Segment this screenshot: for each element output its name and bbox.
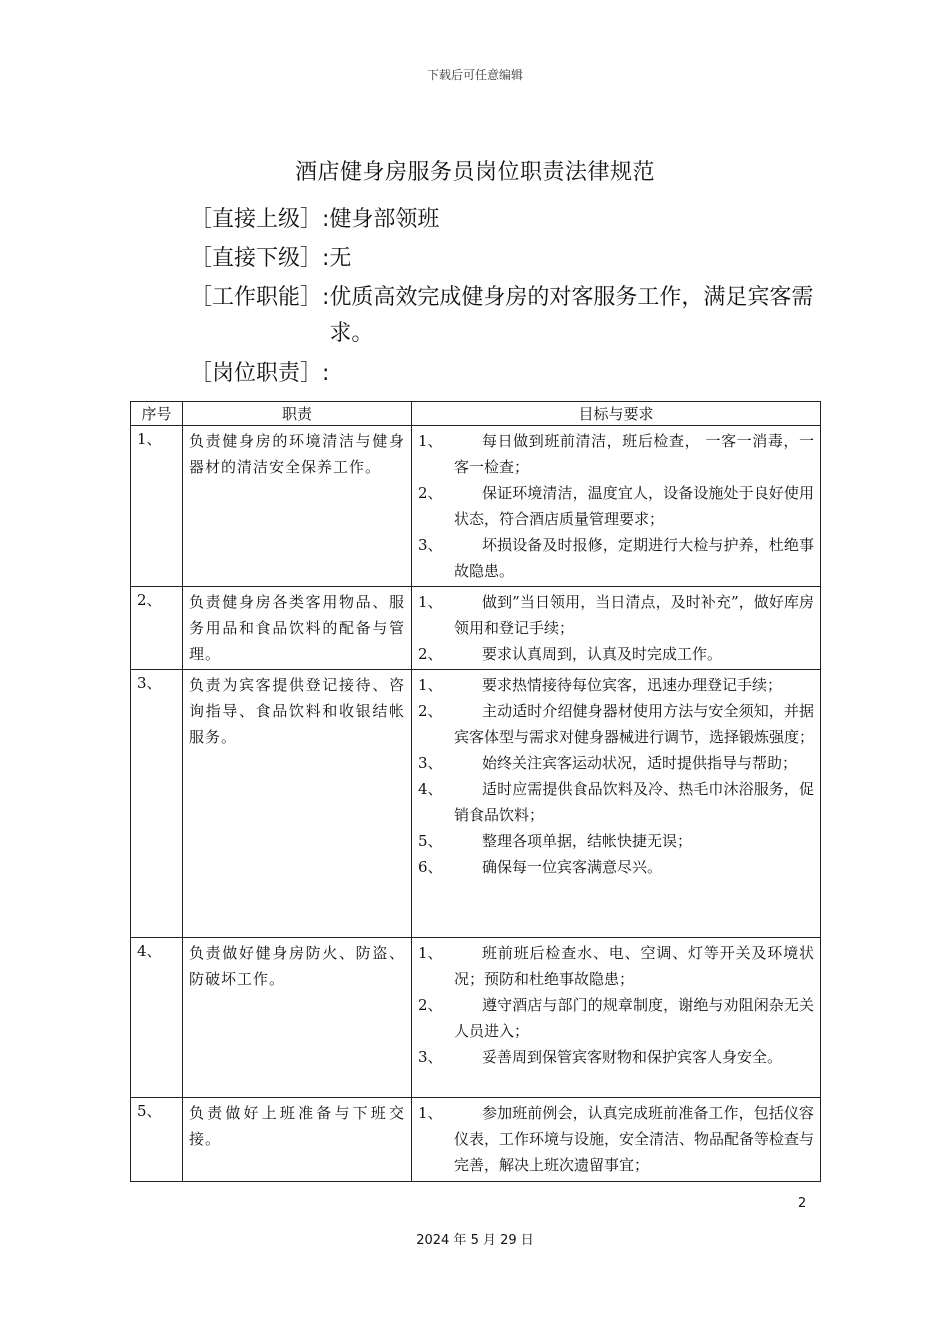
requirement-item xyxy=(418,750,814,776)
table-row xyxy=(131,1098,821,1182)
row-duty: 负责为宾客提供登记接待、咨询指导、食品饮料和收银结帐服务。 xyxy=(183,670,412,938)
requirement-item xyxy=(418,672,814,698)
requirement-text: 要求认真周到，认真及时完成工作。 xyxy=(482,645,723,663)
requirement-item xyxy=(418,641,814,667)
page-number: 2 xyxy=(798,1196,807,1211)
table-row xyxy=(131,426,821,587)
row-requirements xyxy=(412,670,821,938)
requirement-item xyxy=(418,1100,814,1178)
table-row xyxy=(131,938,821,1098)
requirement-item xyxy=(418,992,814,1044)
row-seq: 3、 xyxy=(131,670,183,938)
row-seq: 1、 xyxy=(131,426,183,587)
requirement-text: 参加班前例会，认真完成班前准备工作，包括仪容仪表，工作环境与设施，安全清洁、物品配备等检查与完善，解决上班次遗留事宜； xyxy=(454,1104,815,1174)
requirement-number: 1、 xyxy=(418,944,443,962)
direct-superior-label: ［直接上级］: xyxy=(190,207,330,232)
table-header-row xyxy=(131,402,821,426)
row-seq: 2、 xyxy=(131,587,183,670)
requirement-item xyxy=(418,589,814,641)
requirement-number: 2、 xyxy=(418,484,443,502)
requirement-text: 遵守酒店与部门的规章制度，谢绝与劝阻闲杂无关人员进入； xyxy=(454,996,814,1040)
requirement-text: 坏损设备及时报修，定期进行大检与护养，杜绝事故隐患。 xyxy=(454,536,814,580)
requirement-number: 1、 xyxy=(418,593,443,611)
row-seq: 4、 xyxy=(131,938,183,1098)
requirement-item xyxy=(418,698,814,750)
requirement-text: 始终关注宾客运动状况，适时提供指导与帮助； xyxy=(482,754,798,772)
job-function-label: ［工作职能］: xyxy=(190,285,330,310)
direct-superior-value: 健身部领班 xyxy=(329,207,440,232)
requirement-number: 1、 xyxy=(418,676,443,694)
row-requirements xyxy=(412,587,821,670)
requirement-number: 5、 xyxy=(418,832,443,850)
requirement-item xyxy=(418,776,814,828)
header-requirements: 目标与要求 xyxy=(412,402,821,426)
requirement-number: 6、 xyxy=(418,858,443,876)
requirement-text: 主动适时介绍健身器材使用方法与安全须知，并据宾客体型与需求对健身器械进行调节，选择锻炼强度； xyxy=(454,702,815,746)
requirement-text: 整理各项单据，结帐快捷无误； xyxy=(482,832,693,850)
duties-heading-row xyxy=(190,356,830,392)
requirement-number: 3、 xyxy=(418,1048,443,1066)
requirement-item xyxy=(418,940,814,992)
table-row xyxy=(131,670,821,938)
direct-subordinate-value: 无 xyxy=(329,246,352,271)
row-duty: 负责健身房各类客用物品、服务用品和食品饮料的配备与管理。 xyxy=(183,587,412,670)
requirement-text: 每日做到班前清洁，班后检查， 一客一消毒，一客一检查； xyxy=(454,432,814,476)
job-function-value: 优质高效完成健身房的对客服务工作，满足宾客需求。 xyxy=(329,285,814,346)
header-duty: 职责 xyxy=(183,402,412,426)
requirement-text: 适时应需提供食品饮料及冷、热毛巾沐浴服务，促销食品饮料； xyxy=(454,780,814,824)
requirement-item xyxy=(418,1044,814,1070)
header-seq: 序号 xyxy=(131,402,183,426)
requirement-text: 妥善周到保管宾客财物和保护宾客人身安全。 xyxy=(482,1048,783,1066)
direct-subordinate-label: ［直接下级］: xyxy=(190,246,330,271)
requirement-item xyxy=(418,480,814,532)
requirement-item xyxy=(418,854,814,880)
requirement-text: 做到”当日领用，当日清点，及时补充”，做好库房领用和登记手续； xyxy=(454,593,814,637)
direct-superior-row xyxy=(190,202,830,238)
requirement-text: 保证环境清洁，温度宜人，设备设施处于良好使用状态，符合酒店质量管理要求； xyxy=(454,484,814,528)
requirement-text: 确保每一位宾客满意尽兴。 xyxy=(482,858,663,876)
requirement-text: 班前班后检查水、电、空调、灯等开关及环境状况；预防和杜绝事故隐患； xyxy=(454,944,814,988)
requirement-number: 2、 xyxy=(418,996,443,1014)
row-requirements xyxy=(412,938,821,1098)
requirement-number: 4、 xyxy=(418,780,443,798)
row-requirements xyxy=(412,426,821,587)
row-duty: 负责健身房的环境清洁与健身器材的清洁安全保养工作。 xyxy=(183,426,412,587)
requirement-text: 要求热情接待每位宾客，迅速办理登记手续； xyxy=(482,676,783,694)
requirement-item xyxy=(418,532,814,584)
requirement-number: 3、 xyxy=(418,536,443,554)
direct-subordinate-row xyxy=(190,241,830,277)
table-row xyxy=(131,587,821,670)
row-duty: 负责做好健身房防火、防盗、防破坏工作。 xyxy=(183,938,412,1098)
requirement-item xyxy=(418,828,814,854)
duties-table xyxy=(130,401,821,1182)
document-title: 酒店健身房服务员岗位职责法律规范 xyxy=(294,160,655,185)
requirement-number: 3、 xyxy=(418,754,443,772)
footer-date: 2024 年 5 月 29 日 xyxy=(416,1233,534,1248)
duties-heading: ［岗位职责］: xyxy=(190,361,330,386)
requirement-number: 1、 xyxy=(418,1104,443,1122)
row-seq: 5、 xyxy=(131,1098,183,1182)
requirement-number: 1、 xyxy=(418,432,443,450)
requirement-item xyxy=(418,428,814,480)
header-note: 下载后可任意编辑 xyxy=(426,68,523,82)
row-duty: 负责做好上班准备与下班交接。 xyxy=(183,1098,412,1182)
job-function-row xyxy=(190,280,830,352)
requirement-number: 2、 xyxy=(418,702,443,720)
requirement-number: 2、 xyxy=(418,645,443,663)
row-requirements xyxy=(412,1098,821,1182)
